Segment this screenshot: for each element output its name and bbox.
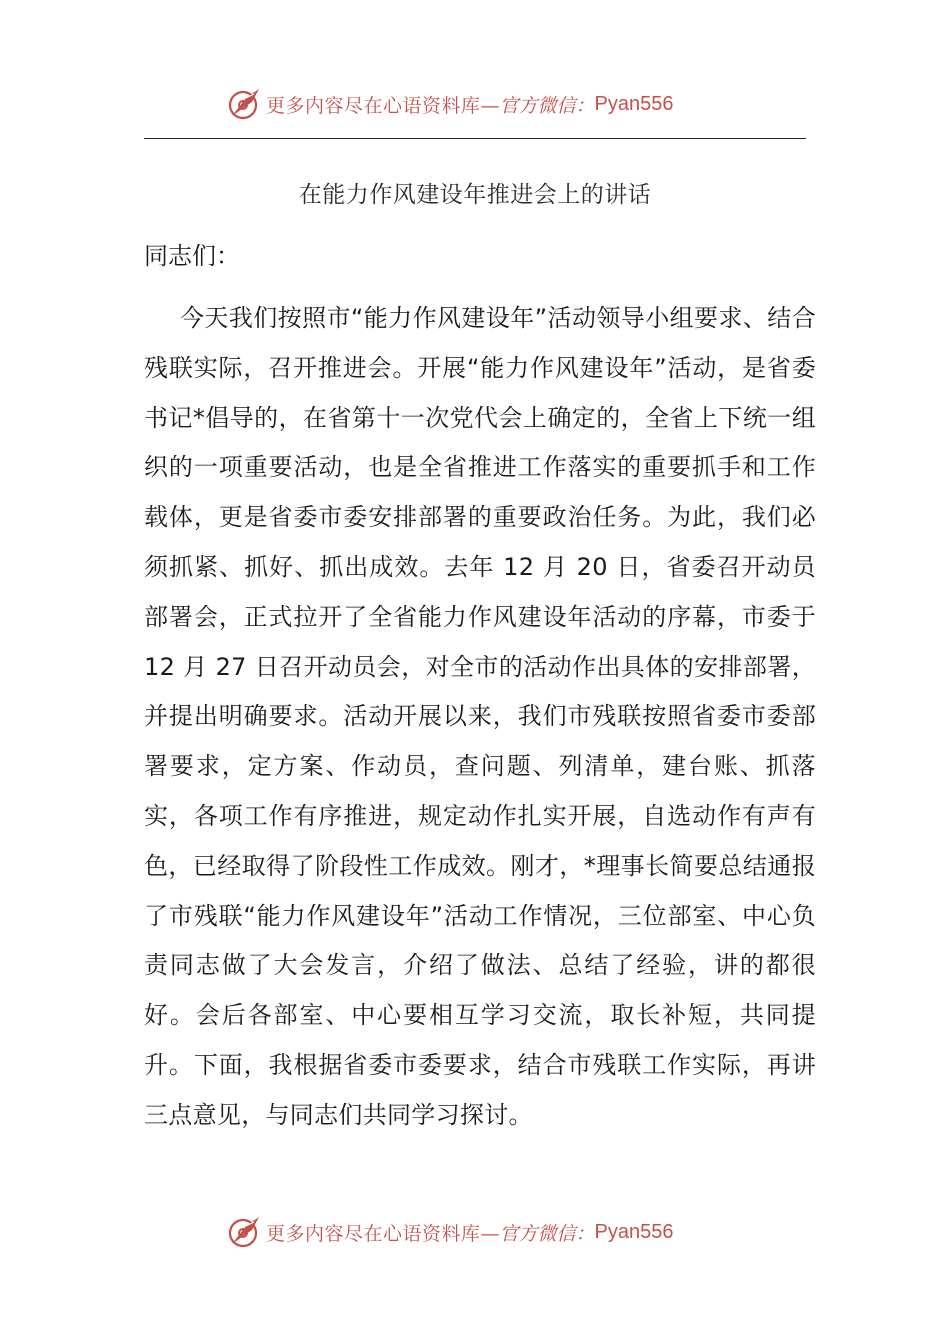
watermark-wechat-label: —官方微信： — [480, 1222, 595, 1245]
watermark-slogan: 更多内容尽在心语资料库 — [266, 94, 481, 117]
watermark-wechat-label: —官方微信： — [480, 94, 595, 117]
watermark-wechat-id: Pyan556 — [594, 92, 674, 115]
body-paragraph: 今天我们按照市“能力作风建设年”活动领导小组要求、结合残联实际，召开推进会。开展“能力作风建设年”活动，是省委书记*倡导的，在省第十一次党代会上确定的，全省上下统一组织的一项重要活动，也是全省推进工作落实的重要抓手和工作载体，更是省委市委安排部署的重要政治任务。为此，我们必须抓紧、抓好、抓出成效。去年 12 月 20 日，省委召开动员部署会，正式拉开了全省能力作风建设年活动的序幕，市委于 12 月 27 日召开动员会，对全市的活动作出具体的安排部署，并提出明确要求。活动开展以来，我们市残联按照省委市委部署要求，定方案、作动员，查问题、列清单，建台账、抓落实，各项工作有序推进，规定动作扎实开展，自选动作有声有色，已经取得了阶段性工作成效。刚才，*理事长简要总结通报了市残联“能力作风建设年”活动工作情况，三位部室、中心负责同志做了大会发言，介绍了做法、总结了经验，讲的都很好。会后各部室、中心要相互学习交流，取长补短，共同提升。下面，我根据省委市委要求，结合市残联工作实际，再讲三点意见，与同志们共同学习探讨。 — [144, 304, 816, 1129]
footer-watermark — [226, 1212, 674, 1252]
greeting: 同志们： — [144, 242, 240, 270]
quill-pen-logo-icon — [226, 1214, 262, 1250]
document-title: 在能力作风建设年推进会上的讲话 — [298, 182, 652, 208]
quill-pen-logo-icon — [226, 86, 262, 122]
header-divider — [144, 138, 806, 139]
watermark-wechat-id: Pyan556 — [594, 1220, 674, 1243]
watermark-slogan: 更多内容尽在心语资料库 — [266, 1222, 481, 1245]
header-watermark — [226, 84, 674, 124]
